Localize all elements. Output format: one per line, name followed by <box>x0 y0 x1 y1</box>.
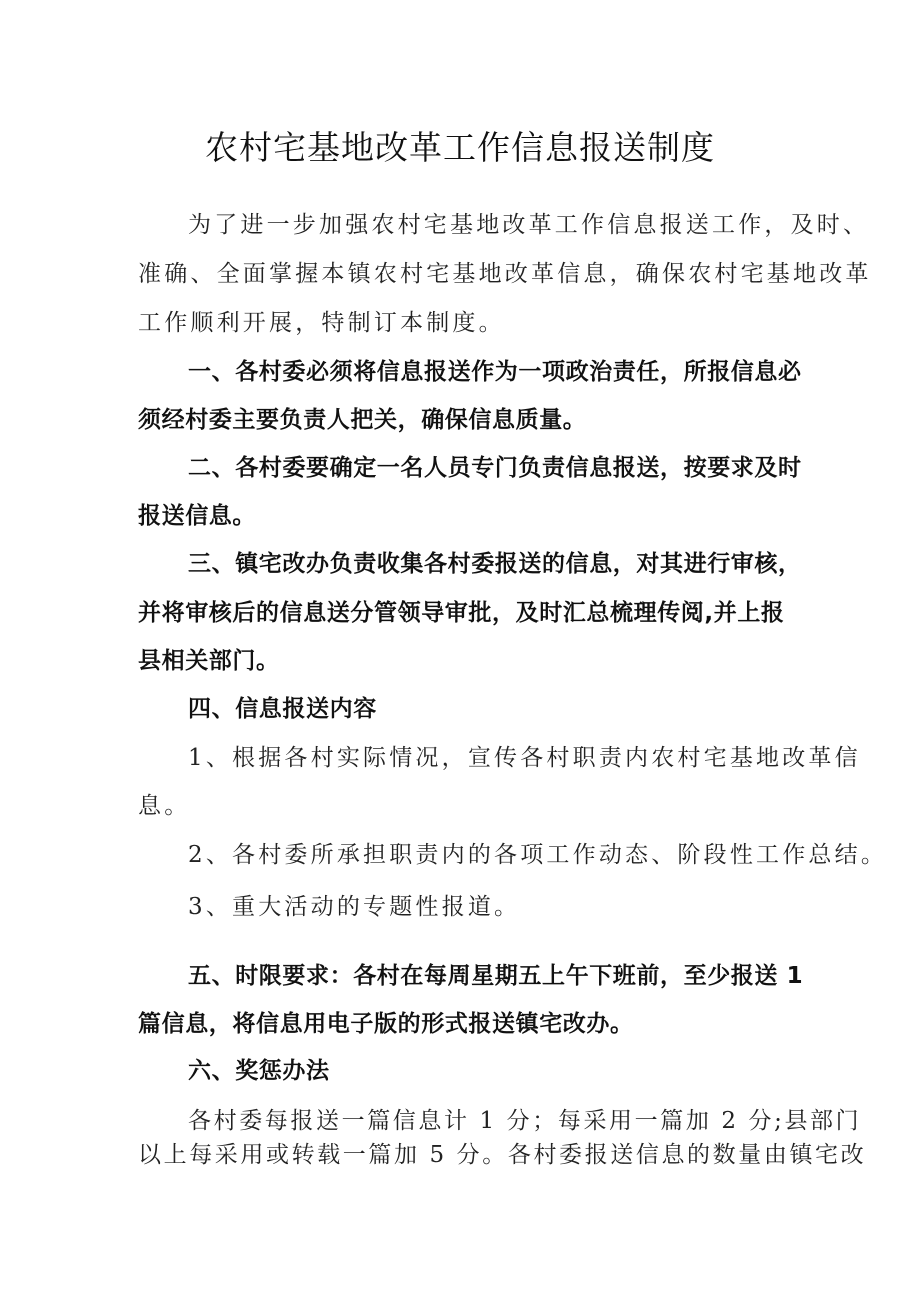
section3-line-3: 县相关部门。 <box>138 648 280 674</box>
section3-line-2: 并将审核后的信息送分管领导审批，及时汇总梳理传阅,并上报 <box>138 600 785 626</box>
section1-line-2: 须经村委主要负责人把关，确保信息质量。 <box>138 407 587 433</box>
section3-line-1: 三、镇宅改办负责收集各村委报送的信息，对其进行审核， <box>188 551 802 577</box>
section6-body-line-1: 各村委每报送一篇信息计 1 分；每采用一篇加 2 分;县部门 <box>188 1108 862 1134</box>
section4-item2: 2、各村委所承担职责内的各项工作动态、阶段性工作总结。 <box>188 842 888 868</box>
section6-body-line-2: 以上每采用或转载一篇加 5 分。各村委报送信息的数量由镇宅改 <box>138 1142 867 1168</box>
section5-line-1: 五、时限要求：各村在每周星期五上午下班前，至少报送 1 <box>188 963 804 989</box>
section4-item1-line-1: 1、根据各村实际情况，宣传各村职责内农村宅基地改革信 <box>188 745 861 771</box>
section5-line-2: 篇信息，将信息用电子版的形式报送镇宅改办。 <box>138 1011 634 1037</box>
section2-line-1: 二、各村委要确定一名人员专门负责信息报送，按要求及时 <box>188 455 802 481</box>
section4-item1-line-2: 息。 <box>138 793 191 819</box>
section4-item3: 3、重大活动的专题性报道。 <box>188 894 521 920</box>
section4-heading: 四、信息报送内容 <box>188 696 377 722</box>
section2-line-2: 报送信息。 <box>138 503 256 529</box>
section6-heading: 六、奖惩办法 <box>188 1058 330 1084</box>
intro-line-3: 工作顺利开展，特制订本制度。 <box>138 310 505 336</box>
document-title: 农村宅基地改革工作信息报送制度 <box>205 128 715 167</box>
intro-line-2: 准确、全面掌握本镇农村宅基地改革信息，确保农村宅基地改革 <box>138 261 872 287</box>
section1-line-1: 一、各村委必须将信息报送作为一项政治责任，所报信息必 <box>188 359 802 385</box>
intro-line-1: 为了进一步加强农村宅基地改革工作信息报送工作，及时、 <box>188 212 870 238</box>
